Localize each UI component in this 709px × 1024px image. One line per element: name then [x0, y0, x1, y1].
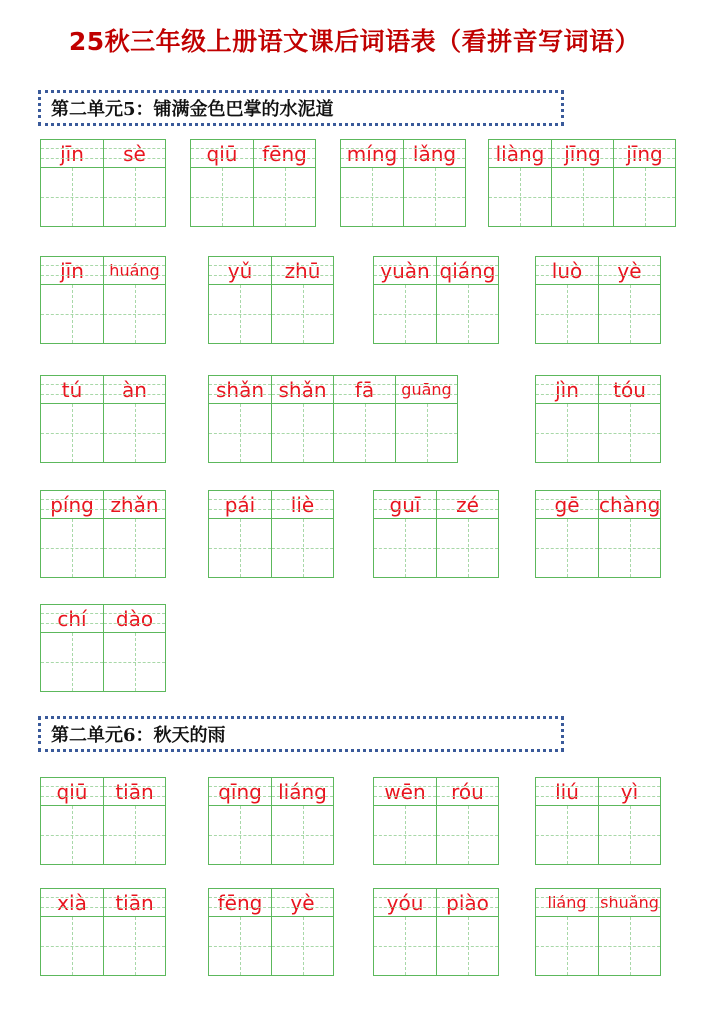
char-cell[interactable]	[551, 140, 613, 226]
pinyin: sè	[104, 140, 165, 168]
writing-grid	[41, 404, 103, 462]
pinyin: liáng	[272, 778, 333, 806]
char-cell[interactable]	[103, 376, 165, 462]
section-heading-text: 第二单元5：铺满金色巴掌的水泥道	[51, 99, 334, 120]
char-cell[interactable]	[436, 257, 498, 343]
char-cell[interactable]	[253, 140, 315, 226]
pinyin: zhū	[272, 257, 333, 285]
writing-grid	[254, 168, 315, 226]
char-cell[interactable]	[103, 257, 165, 343]
writing-grid	[599, 519, 660, 577]
word-box	[373, 490, 499, 578]
char-cell[interactable]	[536, 257, 598, 343]
writing-grid	[104, 168, 165, 226]
writing-grid	[104, 633, 165, 691]
writing-grid	[374, 519, 436, 577]
word-box	[208, 777, 334, 865]
writing-grid	[209, 519, 271, 577]
pinyin: tiān	[104, 889, 165, 917]
char-cell[interactable]	[436, 778, 498, 864]
word-box	[373, 777, 499, 865]
pinyin: yǔ	[209, 257, 271, 285]
pinyin: tiān	[104, 778, 165, 806]
pinyin: pái	[209, 491, 271, 519]
char-cell[interactable]	[613, 140, 675, 226]
pinyin: zé	[437, 491, 498, 519]
char-cell[interactable]	[333, 376, 395, 462]
char-cell[interactable]	[209, 889, 271, 975]
word-box	[373, 256, 499, 344]
char-cell[interactable]	[598, 889, 660, 975]
word-box	[208, 490, 334, 578]
writing-grid	[209, 806, 271, 864]
writing-grid	[599, 917, 660, 975]
word-box	[340, 139, 466, 227]
pinyin: lǎng	[404, 140, 465, 168]
pinyin: jīn	[41, 140, 103, 168]
writing-grid	[272, 285, 333, 343]
pinyin: fēng	[254, 140, 315, 168]
char-cell[interactable]	[436, 491, 498, 577]
word-box	[40, 256, 166, 344]
writing-grid	[536, 404, 598, 462]
pinyin: shuǎng	[599, 889, 660, 917]
writing-grid	[41, 168, 103, 226]
writing-grid	[374, 285, 436, 343]
char-cell[interactable]	[536, 778, 598, 864]
writing-grid	[104, 519, 165, 577]
word-box	[40, 888, 166, 976]
writing-grid	[396, 404, 457, 462]
char-cell[interactable]	[103, 778, 165, 864]
writing-grid	[209, 285, 271, 343]
pinyin: róu	[437, 778, 498, 806]
page-title: 25秋三年级上册语文课后词语表（看拼音写词语）	[68, 27, 641, 56]
pinyin: gē	[536, 491, 598, 519]
writing-grid	[272, 806, 333, 864]
char-cell[interactable]	[271, 257, 333, 343]
writing-grid	[272, 519, 333, 577]
pinyin: tóu	[599, 376, 660, 404]
char-cell[interactable]	[41, 605, 103, 691]
pinyin: luò	[536, 257, 598, 285]
char-cell[interactable]	[41, 491, 103, 577]
pinyin: liáng	[536, 889, 598, 917]
writing-grid	[104, 285, 165, 343]
pinyin: yè	[272, 889, 333, 917]
char-cell[interactable]	[271, 778, 333, 864]
pinyin: guī	[374, 491, 436, 519]
writing-grid	[341, 168, 403, 226]
pinyin: chí	[41, 605, 103, 633]
pinyin: yè	[599, 257, 660, 285]
writing-grid	[437, 917, 498, 975]
pinyin: jīn	[41, 257, 103, 285]
char-cell[interactable]	[271, 889, 333, 975]
writing-grid	[209, 404, 271, 462]
pinyin: míng	[341, 140, 403, 168]
pinyin: qīng	[209, 778, 271, 806]
section-heading-text: 第二单元6：秋天的雨	[51, 725, 226, 746]
char-cell[interactable]	[395, 376, 457, 462]
writing-grid	[41, 519, 103, 577]
char-cell[interactable]	[489, 140, 551, 226]
pinyin: tú	[41, 376, 103, 404]
pinyin: chàng	[599, 493, 661, 517]
writing-grid	[374, 917, 436, 975]
word-box	[40, 139, 166, 227]
word-box	[535, 777, 661, 865]
writing-grid	[536, 519, 598, 577]
word-box	[190, 139, 316, 227]
writing-grid	[104, 404, 165, 462]
writing-grid	[599, 285, 660, 343]
word-box	[535, 888, 661, 976]
char-cell[interactable]	[536, 491, 598, 577]
pinyin: liàng	[489, 140, 551, 168]
char-cell[interactable]	[41, 889, 103, 975]
word-box	[535, 256, 661, 344]
writing-grid	[614, 168, 675, 226]
char-cell[interactable]	[103, 605, 165, 691]
char-cell[interactable]	[374, 889, 436, 975]
char-cell[interactable]	[41, 778, 103, 864]
pinyin: qiū	[41, 778, 103, 806]
writing-grid	[552, 168, 613, 226]
char-cell[interactable]	[209, 257, 271, 343]
char-cell[interactable]	[341, 140, 403, 226]
char-cell[interactable]	[209, 491, 271, 577]
writing-grid	[437, 519, 498, 577]
word-box	[488, 139, 676, 227]
section-heading-unit2-5	[38, 90, 564, 126]
char-cell[interactable]	[374, 491, 436, 577]
char-cell[interactable]	[209, 778, 271, 864]
pinyin: qiáng	[437, 257, 498, 285]
writing-grid	[599, 806, 660, 864]
char-cell[interactable]	[598, 257, 660, 343]
writing-grid	[536, 917, 598, 975]
char-cell[interactable]	[271, 376, 333, 462]
writing-grid	[536, 806, 598, 864]
pinyin: liè	[272, 491, 333, 519]
pinyin: jīng	[614, 140, 675, 168]
word-box	[40, 604, 166, 692]
writing-grid	[104, 917, 165, 975]
char-cell[interactable]	[209, 376, 271, 462]
pinyin: zhǎn	[104, 491, 165, 519]
char-cell[interactable]	[41, 140, 103, 226]
pinyin: fā	[334, 376, 395, 404]
word-box	[40, 375, 166, 463]
char-cell[interactable]	[403, 140, 465, 226]
pinyin: wēn	[374, 778, 436, 806]
writing-grid	[41, 285, 103, 343]
section-heading-unit2-6	[38, 716, 564, 752]
writing-grid	[334, 404, 395, 462]
word-box	[535, 490, 661, 578]
char-cell[interactable]	[271, 491, 333, 577]
pinyin: xià	[41, 889, 103, 917]
char-cell[interactable]	[191, 140, 253, 226]
word-box	[535, 375, 661, 463]
pinyin: shǎn	[272, 376, 333, 404]
word-box	[373, 888, 499, 976]
writing-grid	[104, 806, 165, 864]
pinyin: guāng	[396, 376, 457, 404]
word-box	[208, 375, 458, 463]
pinyin: huáng	[104, 257, 165, 285]
char-cell[interactable]	[436, 889, 498, 975]
char-cell[interactable]	[41, 376, 103, 462]
char-cell[interactable]	[536, 889, 598, 975]
writing-grid	[272, 404, 333, 462]
char-cell[interactable]	[598, 376, 660, 462]
pinyin: yuàn	[374, 257, 436, 285]
writing-grid	[599, 404, 660, 462]
char-cell[interactable]	[598, 491, 660, 577]
word-box	[40, 490, 166, 578]
pinyin: fēng	[209, 889, 271, 917]
writing-grid	[536, 285, 598, 343]
word-box	[208, 256, 334, 344]
char-cell[interactable]	[374, 257, 436, 343]
writing-grid	[404, 168, 465, 226]
writing-grid	[41, 633, 103, 691]
pinyin: liú	[536, 778, 598, 806]
pinyin: dào	[104, 605, 165, 633]
char-cell[interactable]	[103, 140, 165, 226]
char-cell[interactable]	[536, 376, 598, 462]
char-cell[interactable]	[374, 778, 436, 864]
pinyin: jìn	[536, 376, 598, 404]
pinyin: piào	[437, 889, 498, 917]
word-box	[208, 888, 334, 976]
pinyin: yóu	[374, 889, 436, 917]
writing-grid	[209, 917, 271, 975]
writing-grid	[437, 285, 498, 343]
writing-grid	[41, 917, 103, 975]
writing-grid	[272, 917, 333, 975]
pinyin: qiū	[191, 140, 253, 168]
pinyin: jīng	[552, 140, 613, 168]
char-cell[interactable]	[103, 889, 165, 975]
pinyin: píng	[41, 491, 103, 519]
writing-grid	[191, 168, 253, 226]
writing-grid	[437, 806, 498, 864]
char-cell[interactable]	[41, 257, 103, 343]
pinyin: àn	[104, 376, 165, 404]
writing-grid	[41, 806, 103, 864]
char-cell[interactable]	[103, 491, 165, 577]
writing-grid	[374, 806, 436, 864]
pinyin: shǎn	[209, 376, 271, 404]
char-cell[interactable]	[598, 778, 660, 864]
writing-grid	[489, 168, 551, 226]
pinyin: yì	[599, 778, 660, 806]
word-box	[40, 777, 166, 865]
